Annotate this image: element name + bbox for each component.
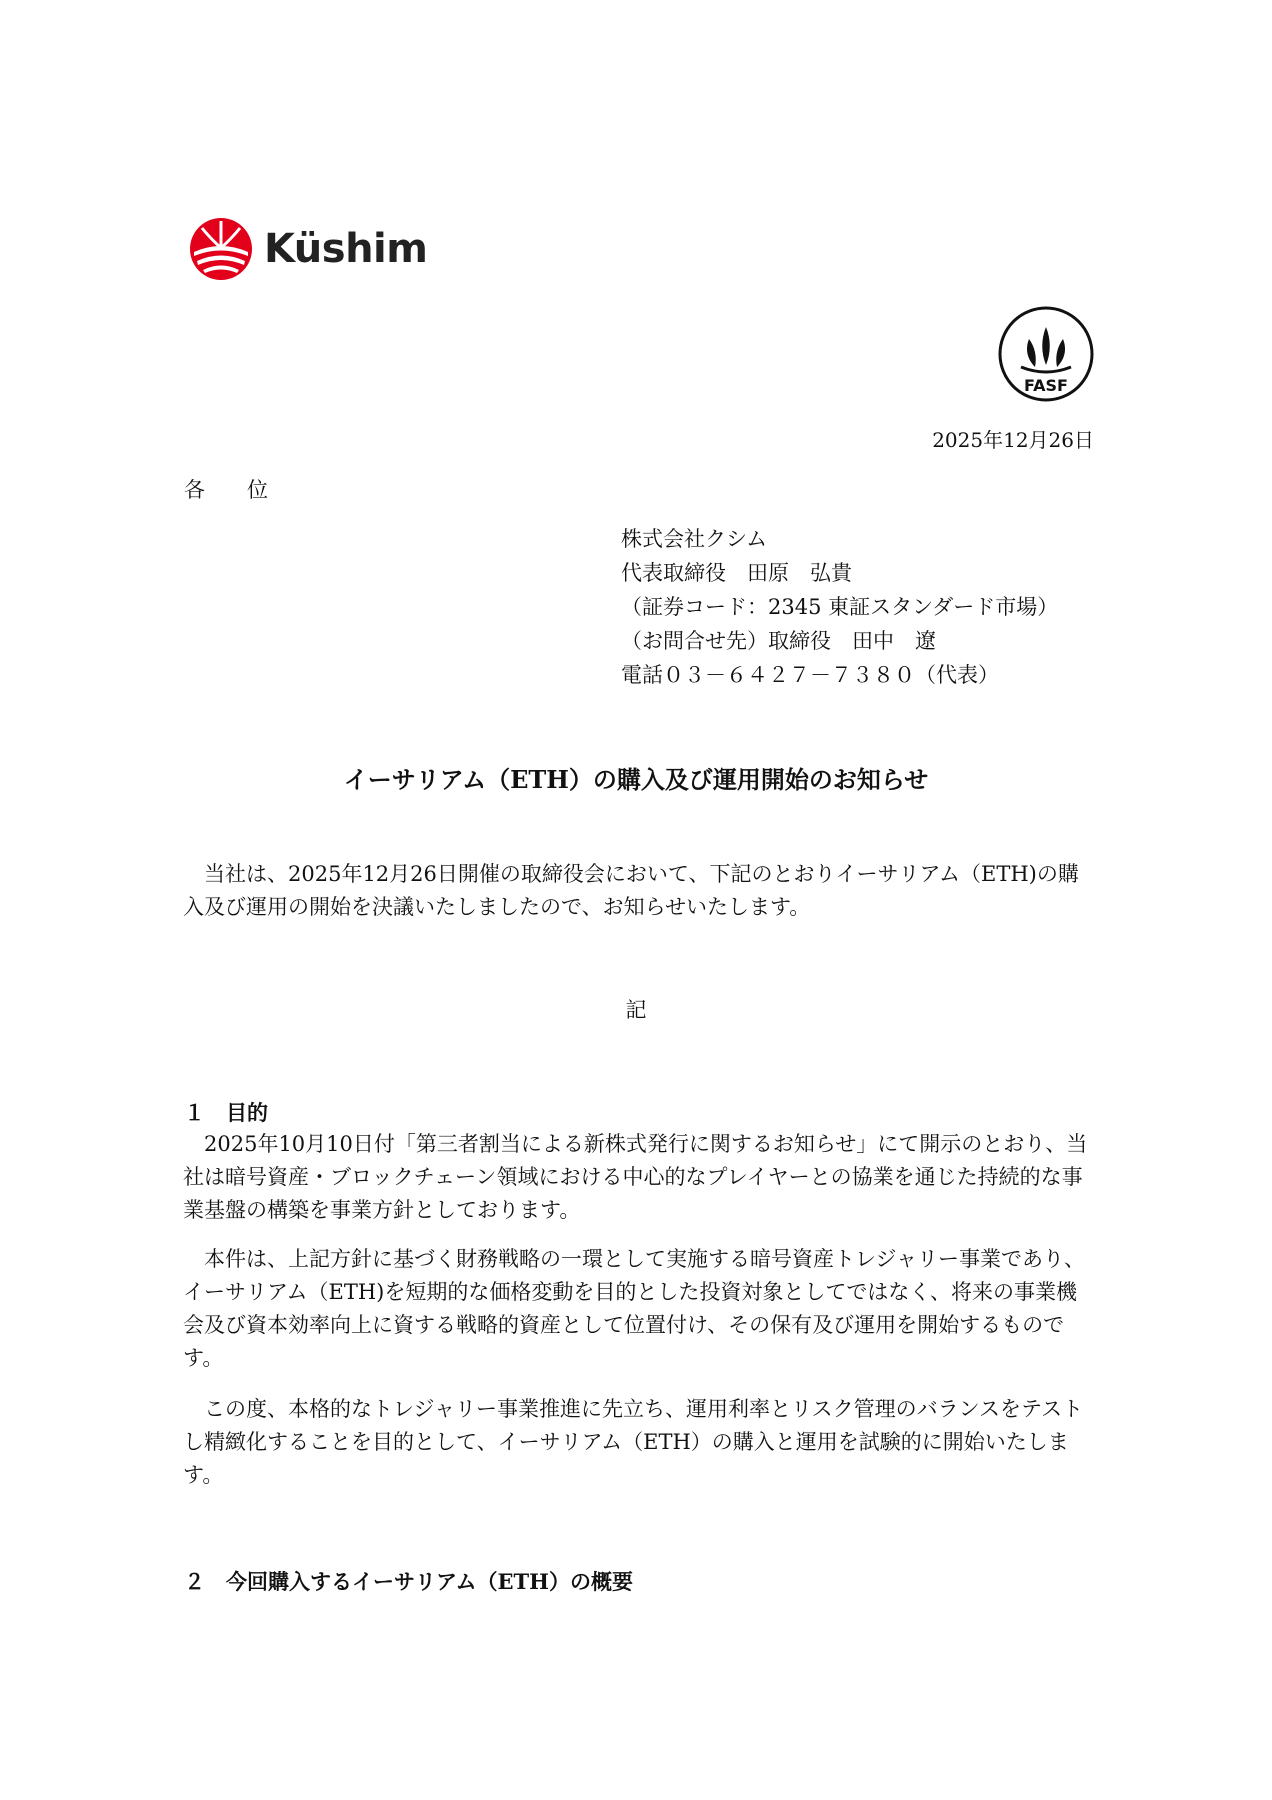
addressee: 各 位 — [184, 478, 268, 502]
sender-block — [621, 522, 1058, 692]
fasf-seal — [997, 305, 1095, 403]
document-title: イーサリアム（ETH）の購入及び運用開始のお知らせ — [343, 765, 929, 794]
company-name: 株式会社クシム — [621, 527, 768, 551]
section-1-paragraph-1: 2025年10月10日付「第三者割当による新株式発行に関するお知らせ」にて開示のとおり、当社は暗号資産・ブロックチェーン領域における中心的なプレイヤーとの協業を通じた持続的な事業基盤の構築を事業方針としております。 — [183, 1132, 1088, 1222]
section-2-heading: ２ 今回購入するイーサリアム（ETH）の概要 — [184, 1569, 634, 1594]
logo-wordmark: Küshim — [264, 226, 428, 272]
ki-marker: 記 — [625, 998, 647, 1022]
stock-code: （証券コード：2345 東証スタンダード市場） — [621, 595, 1059, 619]
section-1-heading: １ 目的 — [184, 1100, 268, 1125]
contact-person: （お問合せ先）取締役 田中 遼 — [621, 629, 936, 653]
representative: 代表取締役 田原 弘貴 — [621, 561, 852, 585]
section-1-paragraph-2: 本件は、上記方針に基づく財務戦略の一環として実施する暗号資産トレジャリー事業であり、イーサリアム（ETH)を短期的な価格変動を目的とした投資対象としてではなく、将来の事業機会及び資本効率向上に資する戦略的資産として位置付け、その保有及び運用を開始するものです。 — [183, 1247, 1086, 1370]
fasf-seal-icon — [997, 305, 1095, 403]
intro-paragraph: 当社は、2025年12月26日開催の取締役会において、下記のとおりイーサリアム（ETH)の購入及び運用の開始を決議いたしましたので、お知らせいたします。 — [183, 862, 1079, 919]
company-logo — [188, 216, 428, 280]
kushim-logo-icon — [188, 216, 254, 282]
phone-number: 電話０３－６４２７－７３８０（代表） — [621, 663, 999, 687]
section-1-paragraph-3: この度、本格的なトレジャリー事業推進に先立ち、運用利率とリスク管理のバランスをテストし精緻化することを目的として、イーサリアム（ETH）の購入と運用を試験的に開始いたします。 — [183, 1397, 1084, 1487]
document-date: 2025年12月26日 — [932, 428, 1094, 452]
seal-label: FASF — [1024, 376, 1068, 395]
